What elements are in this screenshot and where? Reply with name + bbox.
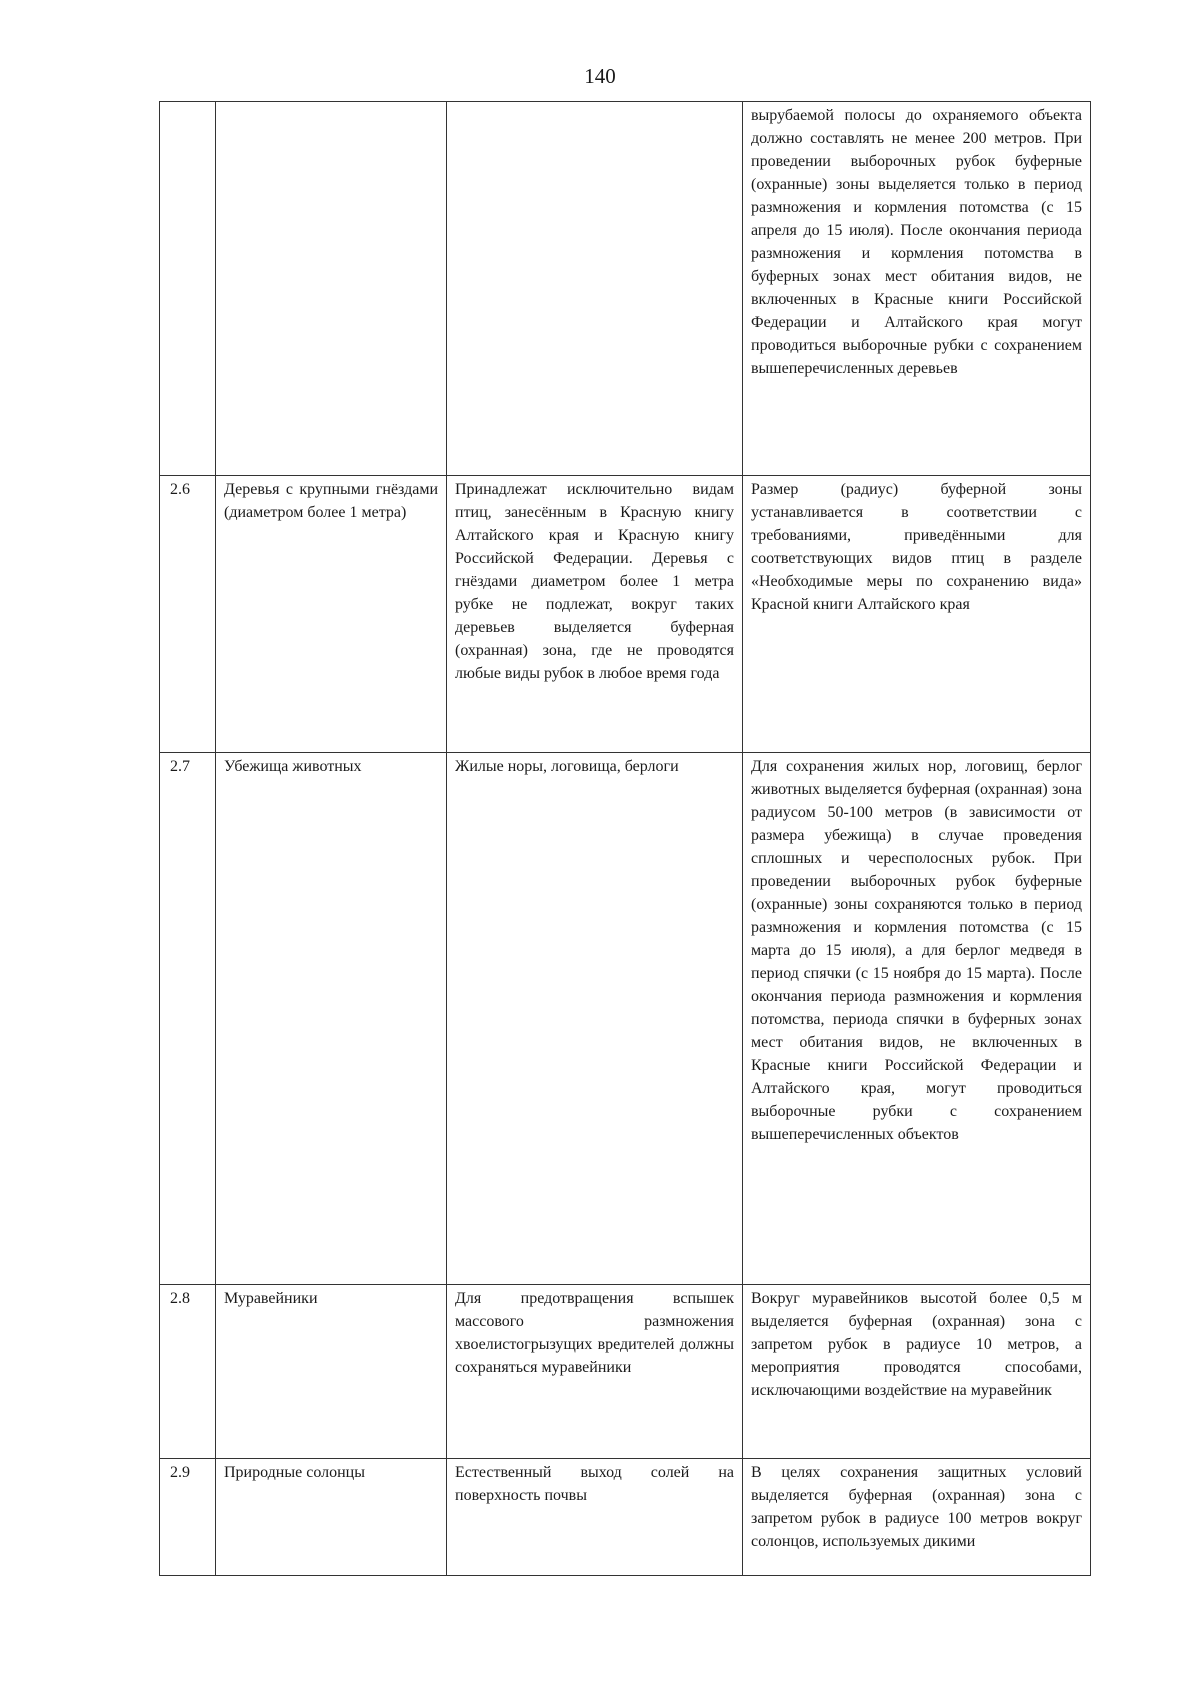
object-description: Принадлежат исключительно видам птиц, занесённым в Красную книгу Алтайского края и Красную книгу Российской Федерации. Деревья с гнёздами диаметром более 1 метра рубке не подлежат, вокруг таких деревьев выделяется буферная (охранная) зона, где не проводятся любые виды рубок в любое время года bbox=[447, 476, 743, 753]
protection-measures: Вокруг муравейников высотой более 0,5 м выделяется буферная (охранная) зона с запретом рубок в радиусе 10 метров, а мероприятия проводятся способами, исключающими воздействие на муравейник bbox=[743, 1285, 1091, 1459]
table-row bbox=[160, 753, 1091, 1285]
object-name bbox=[216, 102, 447, 476]
page-number: 140 bbox=[584, 64, 616, 88]
protection-measures: Размер (радиус) буферной зоны устанавливается в соответствии с требованиями, приведёнными для соответствующих видов птиц в разделе «Необходимые меры по сохранению вида» Красной книги Алтайского края bbox=[743, 476, 1091, 753]
table-row bbox=[160, 1459, 1091, 1576]
object-description bbox=[447, 102, 743, 476]
measures-table bbox=[159, 101, 1091, 1576]
row-number bbox=[160, 102, 216, 476]
protection-measures: Для сохранения жилых нор, логовищ, берлог животных выделяется буферная (охранная) зона радиусом 50-100 метров (в зависимости от размера убежища) в случае проведения сплошных и чересполосных рубок. При проведении выборочных рубок буферные (охранные) зоны сохраняются только в период размножения и кормления потомства (с 15 марта до 15 июля), а для берлог медведя в период спячки (с 15 ноября до 15 марта). После окончания периода размножения и кормления потомства, периода спячки в буферных зонах мест обитания видов, не включенных в Красные книги Российской Федерации и Алтайского края, могут проводиться выборочные рубки с сохранением вышеперечисленных объектов bbox=[743, 753, 1091, 1285]
table-row bbox=[160, 102, 1091, 476]
object-name: Деревья с крупными гнёздами (диаметром более 1 метра) bbox=[216, 476, 447, 753]
row-number: 2.9 bbox=[160, 1459, 216, 1576]
table-row bbox=[160, 1285, 1091, 1459]
table-row bbox=[160, 476, 1091, 753]
protection-measures: В целях сохранения защитных условий выделяется буферная (охранная) зона с запретом рубок в радиусе 100 метров вокруг солонцов, используемых дикими bbox=[743, 1459, 1091, 1576]
row-number: 2.8 bbox=[160, 1285, 216, 1459]
object-name: Природные солонцы bbox=[216, 1459, 447, 1576]
object-description: Для предотвращения вспышек массового размножения хвоелистогрызущих вредителей должны сохраняться муравейники bbox=[447, 1285, 743, 1459]
object-description: Естественный выход солей на поверхность почвы bbox=[447, 1459, 743, 1576]
row-number: 2.7 bbox=[160, 753, 216, 1285]
object-name: Убежища животных bbox=[216, 753, 447, 1285]
object-description: Жилые норы, логовища, берлоги bbox=[447, 753, 743, 1285]
row-number: 2.6 bbox=[160, 476, 216, 753]
object-name: Муравейники bbox=[216, 1285, 447, 1459]
protection-measures: вырубаемой полосы до охраняемого объекта должно составлять не менее 200 метров. При проведении выборочных рубок буферные (охранные) зоны выделяется только в период размножения и кормления потомства (с 15 апреля до 15 июля). После окончания периода размножения и кормления потомства в буферных зонах мест обитания видов, не включенных в Красные книги Российской Федерации и Алтайского края могут проводиться выборочные рубки с сохранением вышеперечисленных деревьев bbox=[743, 102, 1091, 476]
